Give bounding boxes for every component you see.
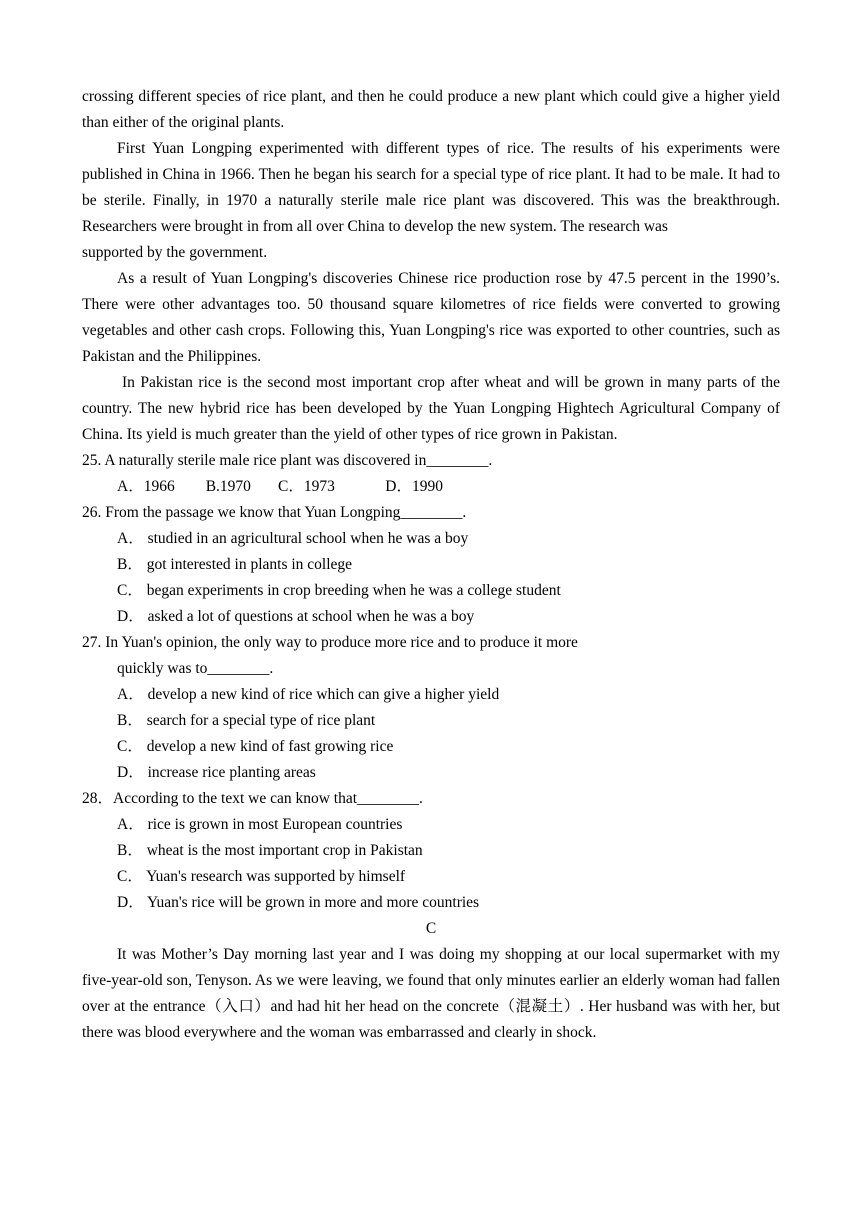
question-27-stem-continued: quickly was to________. [117,660,274,677]
passage-b-paragraph-4: In Pakistan rice is the second most important crop after wheat and will be grown in many parts of the country. The new hybrid rice has been developed by the Yuan Longping Hightech Agricultural Company of China. Its yield is much greater than the yield of other types of rice grown in Pakistan. [82,374,780,443]
question-27-option-a: A． develop a new kind of rice which can give a higher yield [117,686,500,703]
question-25-stem: 25. A naturally sterile male rice plant was discovered in________. [82,452,493,469]
passage-b-paragraph-2: First Yuan Longping experimented with different types of rice. The results of his experiments were published in China in 1966. Then he began his search for a special type of rice plant. It had to be male. It had to be sterile. Finally, in 1970 a naturally sterile male rice plant was discovered. This was the breakthrough. Researchers were brought in from all over China to develop the new system. The research was [82,140,780,235]
question-27-stem: 27. In Yuan's opinion, the only way to produce more rice and to produce it more [82,634,578,651]
question-26-stem: 26. From the passage we know that Yuan Longping________. [82,504,467,521]
question-28-option-c: C． Yuan's research was supported by himself [117,868,406,885]
question-27-option-b: B． search for a special type of rice plant [117,712,376,729]
passage-b-paragraph-3: As a result of Yuan Longping's discoveries Chinese rice production rose by 47.5 percent in the 1990’s. There were other advantages too. 50 thousand square kilometres of rice fields were converted to growing vegetables and other cash crops. Following this, Yuan Longping's rice was exported to other countries, such as Pakistan and the Philippines. [82,270,780,365]
question-28-option-b: B． wheat is the most important crop in Pakistan [117,842,423,859]
question-26-option-b: B． got interested in plants in college [117,556,353,573]
question-28-stem: 28．According to the text we can know that________. [82,790,423,807]
passage-b-paragraph-1: crossing different species of rice plant, and then he could produce a new plant which could give a higher yield than either of the original plants. [82,88,780,131]
question-26-option-c: C． began experiments in crop breeding when he was a college student [117,582,561,599]
question-28-option-a: A． rice is grown in most European countries [117,816,403,833]
question-26-option-d: D． asked a lot of questions at school when he was a boy [117,608,475,625]
section-c-paragraph-1: It was Mother’s Day morning last year and I was doing my shopping at our local supermarket with my five-year-old son, Tenyson. As we were leaving, we found that only minutes earlier an elderly woman had fallen over at the entrance（入口）and had hit her head on the concrete（混凝土）. Her husband was with her, but there was blood everywhere and the woman was embarrassed and clearly in shock. [82,946,780,1041]
question-26-option-a: A． studied in an agricultural school when he was a boy [117,530,469,547]
document-page [82,84,780,1046]
section-c-heading: C [425,920,437,937]
question-27-option-c: C． develop a new kind of fast growing rice [117,738,394,755]
passage-b-paragraph-2-end: supported by the government. [82,244,268,261]
question-27-option-d: D． increase rice planting areas [117,764,316,781]
question-28-option-d: D． Yuan's rice will be grown in more and more countries [117,894,480,911]
question-25-options: A．1966 B.1970 C．1973 D．1990 [117,478,443,495]
